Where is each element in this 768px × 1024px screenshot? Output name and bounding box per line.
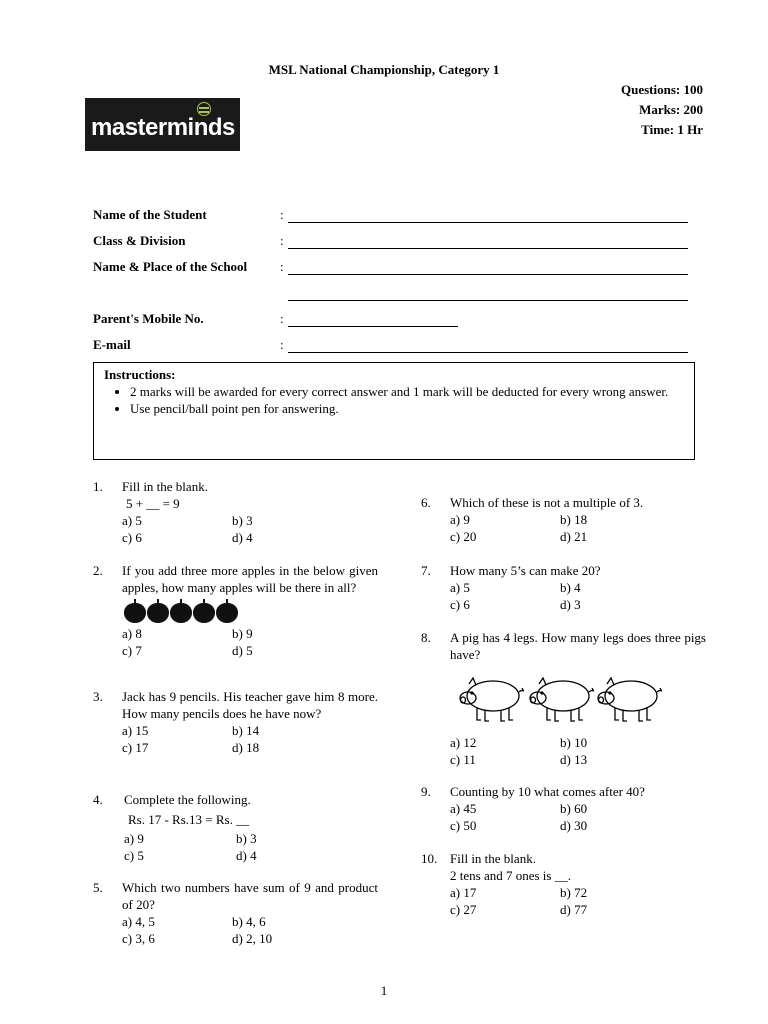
class-division-field[interactable] (288, 248, 688, 249)
option-a[interactable]: a) 15 (122, 722, 149, 738)
question-3-options (122, 723, 378, 757)
apples-illustration (124, 603, 378, 623)
mobile-field[interactable] (288, 326, 458, 327)
pig-icon (530, 678, 593, 721)
question-2: 2. If you add three more apples in the below given apples, how many apples will be there in all? a) 8 b) 9 c) 7 d) 5 (93, 563, 378, 658)
option-d[interactable]: d) 5 (232, 642, 253, 658)
question-8: 8. A pig has 4 legs. How many legs does three pigs have? a) 12 b) 10 c) 11 d) 13 (421, 630, 706, 767)
apple-icon (216, 603, 238, 623)
instruction-item: • 2 marks will be awarded for every correct answer and 1 mark will be deducted for every wrong answer. (130, 384, 684, 401)
option-d[interactable]: d) 4 (232, 529, 253, 545)
mobile-label: Parent's Mobile No. (93, 311, 204, 326)
question-6: 6. Which of these is not a multiple of 3. a) 9 b) 18 c) 20 d) 21 (421, 495, 706, 546)
question-10-options (450, 885, 706, 919)
email-field[interactable] (288, 352, 688, 353)
pig-icon (598, 678, 661, 721)
option-a[interactable]: a) 8 (122, 625, 142, 641)
option-b[interactable]: b) 4, 6 (232, 913, 266, 929)
total-marks: Marks: 200 (639, 102, 703, 117)
option-b[interactable]: b) 9 (232, 625, 253, 641)
instructions-list (104, 384, 684, 418)
option-c[interactable]: c) 6 (450, 596, 470, 612)
pig-icon (460, 678, 523, 721)
option-c[interactable]: c) 27 (450, 901, 477, 917)
question-6-options (450, 512, 706, 546)
paper-title: MSL National Championship, Category 1 (268, 62, 500, 77)
question-10: 10. Fill in the blank. 2 tens and 7 ones is __. a) 17 b) 72 c) 27 d) 77 (421, 851, 706, 919)
question-9-options (450, 801, 706, 835)
option-b[interactable]: b) 14 (232, 722, 260, 738)
question-4: 4. Complete the following. Rs. 17 - Rs.13 = Rs. __ a) 9 b) 3 c) 5 d) 4 (93, 792, 378, 865)
option-a[interactable]: a) 5 (450, 579, 470, 595)
student-name-label: Name of the Student (93, 207, 207, 222)
question-1-options (122, 513, 378, 547)
option-d[interactable]: d) 13 (560, 751, 588, 767)
masterminds-logo (85, 98, 240, 151)
question-5-options (122, 914, 378, 948)
question-4-equation: Rs. 17 - Rs.13 = Rs. __ (128, 811, 250, 827)
apple-icon (170, 603, 192, 623)
option-a[interactable]: a) 12 (450, 734, 477, 750)
option-c[interactable]: c) 20 (450, 528, 477, 544)
instructions-heading: Instructions: (104, 367, 176, 382)
mobile-row: Parent's Mobile No. : (93, 311, 693, 337)
option-a[interactable]: a) 9 (450, 511, 470, 527)
email-row: E-mail : (93, 337, 693, 363)
option-d[interactable]: d) 18 (232, 739, 260, 755)
apple-icon (193, 603, 215, 623)
option-b[interactable]: b) 3 (236, 830, 257, 846)
question-9: 9. Counting by 10 what comes after 40? a) 45 b) 60 c) 50 d) 30 (421, 784, 706, 835)
school-row: Name & Place of the School : (93, 259, 693, 285)
option-b[interactable]: b) 60 (560, 800, 588, 816)
school-field[interactable] (288, 274, 688, 275)
option-b[interactable]: b) 72 (560, 884, 588, 900)
option-c[interactable]: c) 50 (450, 817, 477, 833)
option-a[interactable]: a) 4, 5 (122, 913, 155, 929)
question-1: 1. Fill in the blank. 5 + __ = 9 a) 5 b) 3 c) 6 d) 4 (93, 479, 378, 547)
option-b[interactable]: b) 4 (560, 579, 581, 595)
option-b[interactable]: b) 3 (232, 512, 253, 528)
option-a[interactable]: a) 45 (450, 800, 477, 816)
class-division-row: Class & Division : (93, 233, 693, 259)
page-number: 1 (380, 983, 388, 998)
question-7-options (450, 580, 706, 614)
option-a[interactable]: a) 5 (122, 512, 142, 528)
student-details-form (93, 207, 693, 363)
question-7: 7. How many 5’s can make 20? a) 5 b) 4 c) 6 d) 3 (421, 563, 706, 614)
apple-icon (147, 603, 169, 623)
option-d[interactable]: d) 2, 10 (232, 930, 273, 946)
school-label: Name & Place of the School (93, 259, 248, 274)
instruction-item: • Use pencil/ball point pen for answering. (130, 401, 684, 418)
question-10-prompt: 2 tens and 7 ones is __. (450, 867, 571, 883)
question-5: 5. Which two numbers have sum of 9 and product of 20? a) 4, 5 b) 4, 6 c) 3, 6 d) 2, 10 (93, 880, 378, 946)
option-a[interactable]: a) 9 (124, 830, 144, 846)
logo-text: masterminds (91, 114, 235, 141)
pigs-illustration (455, 672, 665, 726)
paper-meta (621, 80, 703, 140)
question-4-options (124, 831, 378, 865)
student-name-row: Name of the Student : (93, 207, 693, 233)
option-c[interactable]: c) 3, 6 (122, 930, 155, 946)
option-b[interactable]: b) 10 (560, 734, 588, 750)
school-field-line-2[interactable] (288, 300, 688, 301)
option-c[interactable]: c) 17 (122, 739, 149, 755)
class-division-label: Class & Division (93, 233, 186, 248)
option-c[interactable]: c) 6 (122, 529, 142, 545)
email-label: E-mail (93, 337, 131, 352)
student-name-field[interactable] (288, 222, 688, 223)
option-c[interactable]: c) 5 (124, 847, 144, 863)
option-a[interactable]: a) 17 (450, 884, 477, 900)
apple-icon (124, 603, 146, 623)
question-3: 3. Jack has 9 pencils. His teacher gave him 8 more. How many pencils does he have now? a) 15 b) 14 c) 17 d) 18 (93, 689, 378, 755)
option-d[interactable]: d) 77 (560, 901, 588, 917)
time-limit: Time: 1 Hr (641, 122, 703, 137)
question-2-options (122, 626, 378, 660)
option-c[interactable]: c) 11 (450, 751, 476, 767)
questions-count: Questions: 100 (621, 82, 703, 97)
option-d[interactable]: d) 21 (560, 528, 588, 544)
instructions-box (93, 362, 695, 460)
option-b[interactable]: b) 18 (560, 511, 588, 527)
option-d[interactable]: d) 4 (236, 847, 257, 863)
question-1-equation: 5 + __ = 9 (126, 495, 180, 511)
option-c[interactable]: c) 7 (122, 642, 142, 658)
school-row-continued (93, 285, 693, 311)
option-d[interactable]: d) 3 (560, 596, 581, 612)
option-d[interactable]: d) 30 (560, 817, 588, 833)
question-8-options (450, 735, 706, 769)
